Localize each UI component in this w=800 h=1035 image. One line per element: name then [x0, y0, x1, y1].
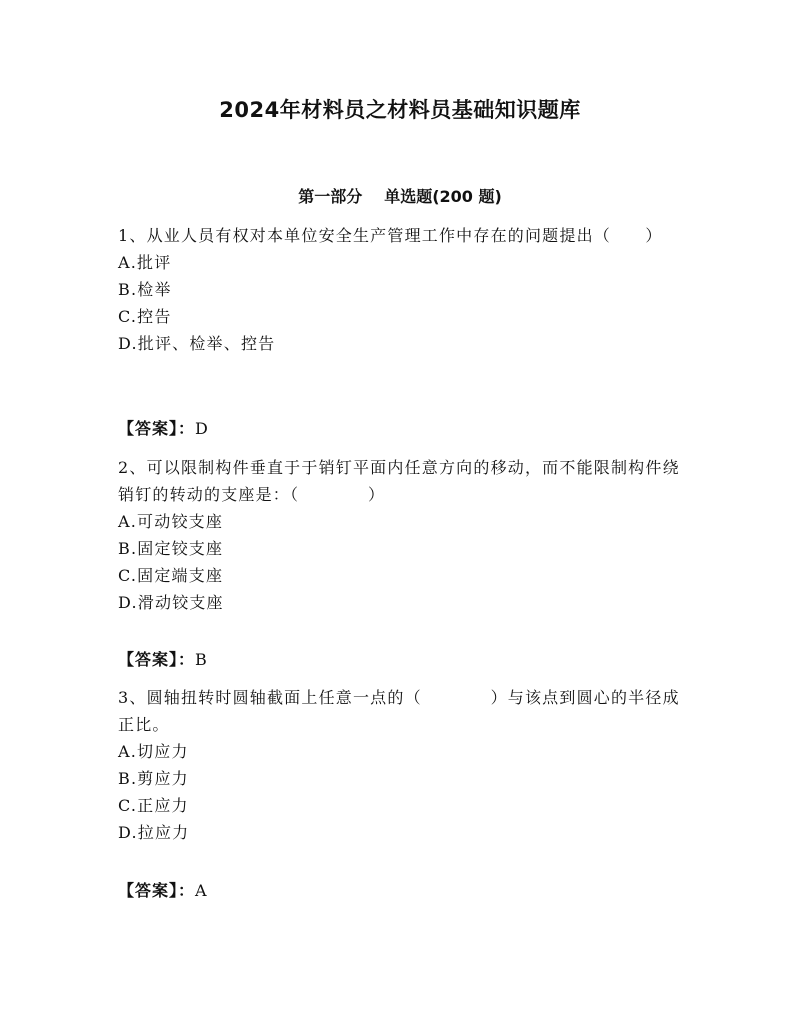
answer-label: 【答案】：: [118, 650, 196, 669]
answer-value: B: [195, 650, 208, 669]
option-d: D.批评、检举、控告: [118, 334, 276, 353]
answer-1: [118, 416, 209, 439]
answer-label: 【答案】：: [118, 419, 196, 438]
option-c: C.控告: [118, 307, 172, 326]
answer-value: D: [195, 419, 209, 438]
question-1: [118, 222, 688, 357]
option-a: A.批评: [118, 253, 172, 272]
option-b: B.固定铰支座: [118, 539, 224, 558]
section-part: 第一部分: [298, 187, 363, 206]
option-d: D.滑动铰支座: [118, 593, 224, 612]
answer-2: [118, 647, 208, 670]
answer-label: 【答案】：: [118, 881, 196, 900]
answer-3: [118, 878, 208, 901]
question-stem: 1、从业人员有权对本单位安全生产管理工作中存在的问题提出（ ）: [118, 226, 663, 245]
option-a: A.可动铰支座: [118, 512, 224, 531]
answer-value: A: [195, 881, 208, 900]
option-b: B.剪应力: [118, 769, 189, 788]
option-d: D.拉应力: [118, 823, 190, 842]
section-name: 单选题(200 题): [384, 187, 502, 206]
option-c: C.正应力: [118, 796, 189, 815]
question-stem: 2、可以限制构件垂直于于销钉平面内任意方向的移动，而不能限制构件绕销钉的转动的支座是：（ ）: [118, 458, 680, 504]
option-a: A.切应力: [118, 742, 189, 761]
option-b: B.检举: [118, 280, 172, 299]
question-stem: 3、圆轴扭转时圆轴截面上任意一点的（ ）与该点到圆心的半径成正比。: [118, 688, 680, 734]
question-3: [118, 684, 688, 846]
document-title: 2024年材料员之材料员基础知识题库: [219, 98, 581, 122]
question-2: [118, 454, 688, 616]
option-c: C.固定端支座: [118, 566, 224, 585]
section-heading: [0, 184, 800, 207]
